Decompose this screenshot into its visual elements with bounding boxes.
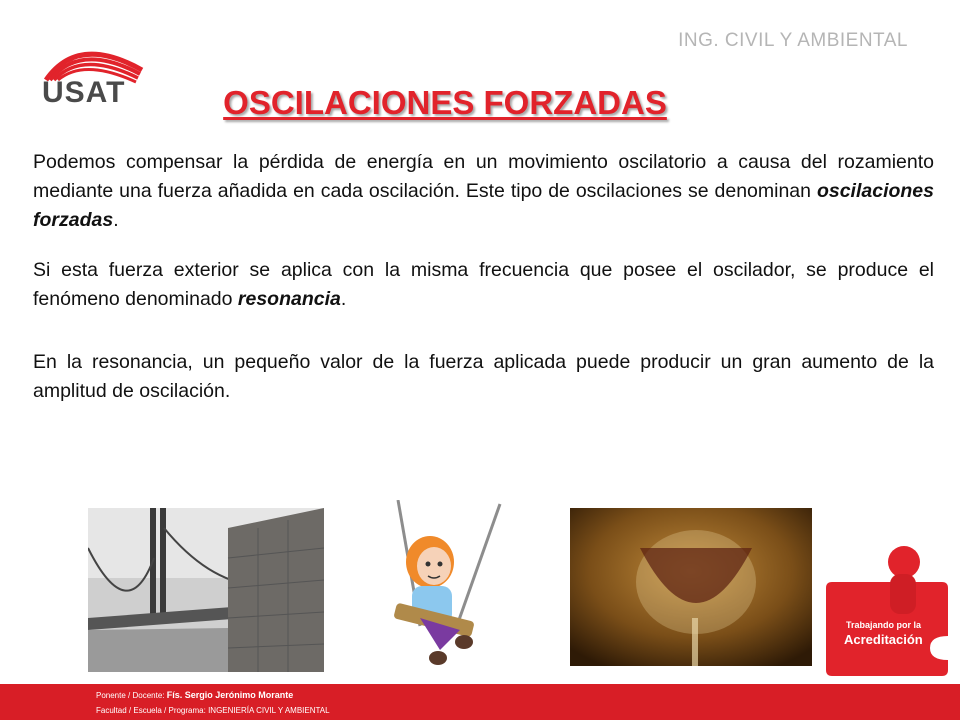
footer-bar: [0, 684, 960, 720]
header-label: ING. CIVIL Y AMBIENTAL: [678, 30, 908, 51]
paragraph-1: [33, 148, 934, 235]
bridge-photo: [88, 508, 324, 672]
paragraph-1-emphasis: oscilaciones forzadas: [33, 180, 934, 231]
footer-facultad: [96, 706, 330, 715]
footer-ponente-label: Ponente / Docente:: [96, 691, 167, 700]
swing-child-illustration: [380, 500, 506, 672]
footer-facultad-label: Facultad / Escuela / Programa:: [96, 706, 209, 715]
wine-glass-photo: [570, 508, 812, 666]
paragraph-3: En la resonancia, un pequeño valor de la fuerza aplicada puede producir un gran aumento de la amplitud de oscilación.: [33, 351, 934, 402]
paragraph-2: [33, 256, 934, 314]
logo-text: USAT: [42, 76, 126, 109]
paragraph-1-end: .: [113, 209, 119, 231]
badge-line-2: Acreditación: [844, 632, 923, 647]
accreditation-badge: [822, 540, 954, 678]
badge-line-1: Trabajando por la: [846, 620, 922, 630]
paragraph-1-text: Podemos compensar la pérdida de energía en un movimiento oscilatorio a causa del rozamiento mediante una fuerza añadida en cada oscilación. Este tipo de oscilaciones se denominan: [33, 151, 934, 202]
footer-ponente-name: Fís. Sergio Jerónimo Morante: [166, 690, 294, 700]
slide-title: OSCILACIONES FORZADAS: [223, 84, 667, 121]
paragraph-2-text: Si esta fuerza exterior se aplica con la misma frecuencia que posee el oscilador, se produce el fenómeno denominado: [33, 259, 934, 310]
paragraph-2-emphasis: resonancia: [237, 288, 341, 310]
footer-ponente: [96, 690, 293, 700]
paragraph-2-end: .: [340, 288, 347, 310]
footer-facultad-value: INGENIERÍA CIVIL Y AMBIENTAL: [208, 706, 330, 715]
